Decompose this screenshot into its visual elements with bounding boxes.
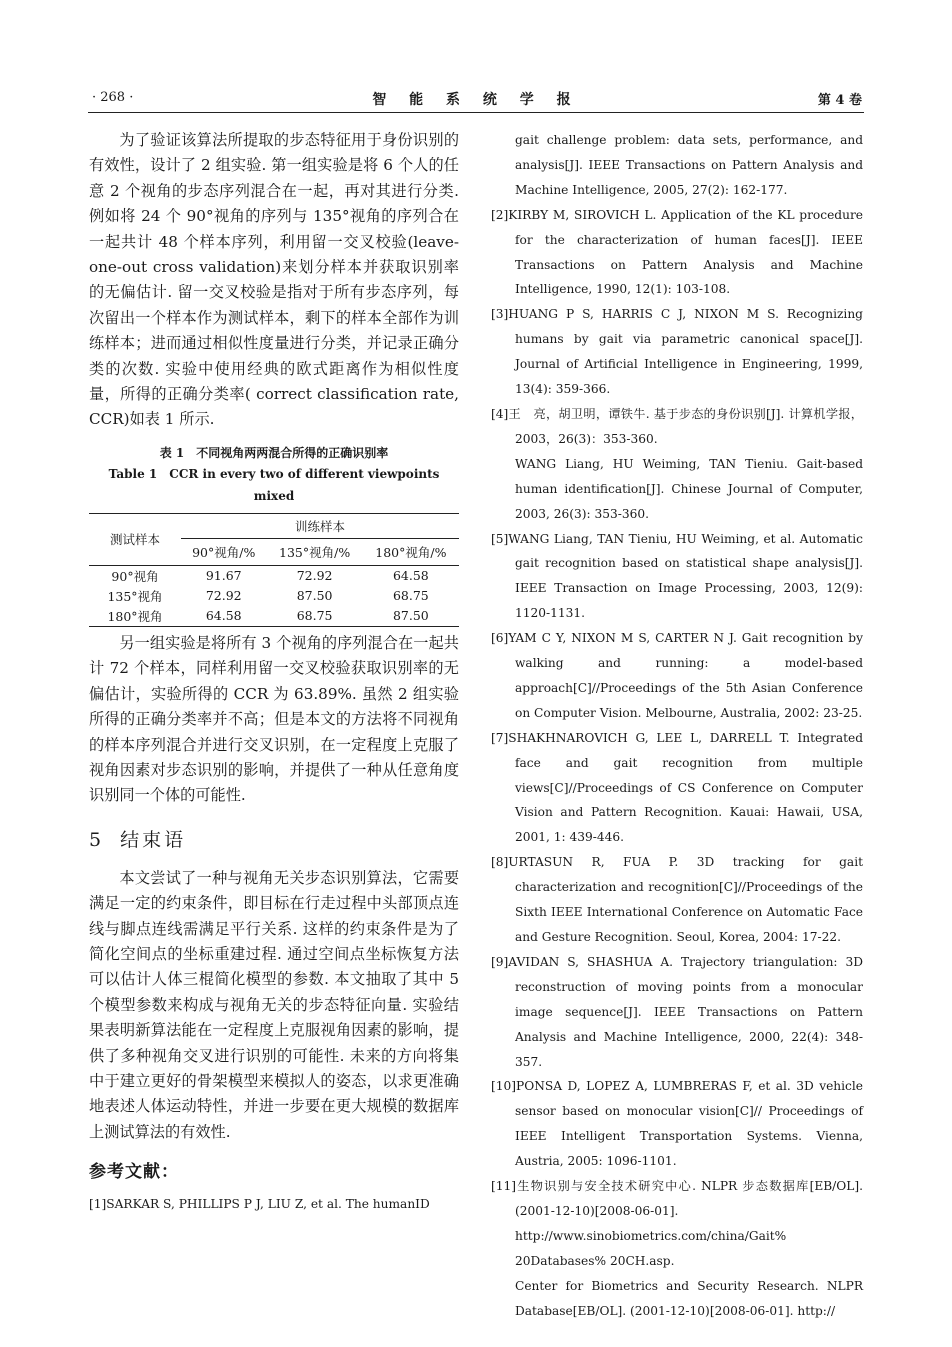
row-label: 90°视角 xyxy=(111,568,159,584)
ccr-table xyxy=(89,513,459,627)
table-cell: 72.92 xyxy=(296,568,333,584)
table-cell: 64.58 xyxy=(392,568,429,584)
reference-continuation: gait challenge problem: data sets, performance, and analysis[J]. IEEE Transactions on Pattern Analysis and Machine Intelligence, 2005, 27(2): 162-177. xyxy=(515,133,863,197)
reference-item: [1]SARKAR S, PHILLIPS P J, LIU Z, et al. The humanID xyxy=(89,1197,430,1212)
left-column xyxy=(89,128,459,1217)
table-row xyxy=(89,586,459,606)
table-col-header: 180°视角/% xyxy=(363,538,459,565)
table-cell: 68.75 xyxy=(266,606,362,627)
reference-item: [7]SHAKHNAROVICH G, LEE L, DARRELL T. Integrated face and gait recognition from multiple views[C]//Proceedings of CS Conference on Computer Vision and Pattern Recognition. Kauai: Hawaii, USA, 2001, 1: 439-446. xyxy=(491,730,863,845)
reference-item: [2]KIRBY M, SIROVICH L. Application of the KL procedure for the characterization of human faces[J]. IEEE Transactions on Pattern Analysis and Machine Intelligence, 1990, 12(1): 103-108. xyxy=(491,207,863,297)
table-group-header: 训练样本 xyxy=(181,513,459,538)
reference-item: [8]URTASUN R, FUA P. 3D tracking for gait characterization and recognition[C]//Proceedings of the Sixth IEEE International Conference on Automatic Face and Gesture Recognition. Seoul, Korea, 2004: 17-22. xyxy=(491,855,863,944)
table-cell: 68.75 xyxy=(392,588,429,604)
reference-item: [10]PONSA D, LOPEZ A, LUMBRERAS F, et al. 3D vehicle sensor based on monocular vision[C]// Proceedings of IEEE Intelligent Transportation Systems. Vienna, Austria, 2005: 1096-1101. xyxy=(491,1079,863,1169)
reference-item: [4]王 亮，胡卫明，谭铁牛. 基于步态的身份识别[J]. 计算机学报，2003，26(3)：353-360. xyxy=(491,406,863,446)
right-column xyxy=(491,128,863,1324)
row-label: 180°视角 xyxy=(89,606,181,627)
reference-translation: Center for Biometrics and Security Research. NLPR Database[EB/OL]. (2001-12-10)[2008-06-01]. http:// xyxy=(515,1278,863,1318)
section-title: 结束语 xyxy=(120,828,187,851)
running-header xyxy=(88,86,864,113)
journal-title: 智 能 系 统 学 报 xyxy=(372,92,580,108)
reference-translation: WANG Liang, HU Weiming, TAN Tieniu. Gait-based human identification[J]. Chinese Journal of Computer, 2003, 26(3): 353-360. xyxy=(515,456,863,521)
table-row xyxy=(89,606,459,627)
page-number: · 268 · xyxy=(92,90,134,105)
table-caption-cn: 表 1 不同视角两两混合所得的正确识别率 xyxy=(159,445,389,460)
row-label: 135°视角 xyxy=(107,588,163,604)
reference-item: [9]AVIDAN S, SHASHUA A. Trajectory triangulation: 3D reconstruction of moving points from a monocular image sequence[J]. IEEE Transactions on Pattern Analysis and Machine Intelligence, 2000, 22(4): 348-357. xyxy=(491,954,863,1069)
reference-item: [6]YAM C Y, NIXON M S, CARTER N J. Gait recognition by walking and running: a model-based approach[C]//Proceedings of the 5th Asian Conference on Computer Vision. Melbourne, Australia, 2002: 23-25. xyxy=(491,631,863,720)
experiment-paragraph: 为了验证该算法所提取的步态特征用于身份识别的有效性，设计了 2 组实验. 第一组实验是将 6 个人的任意 2 个视角的步态序列混合在一起，再对其进行分类. 例如将 24 个 90°视角的序列与 135°视角的序列合在一起共计 48 个样本序列，利用留一交叉校验(leave-one-out cross validation)来划分样本并获取识别率的无偏估计. 留一交叉校验是指对于所有步态序列，每次留出一个样本作为测试样本，剩下的样本全部作为训练样本；进而通过相似性度量进行分类，并记录正确分类的次数. 实验中使用经典的欧式距离作为相似性度量，所得的正确分类率( correct classification rate, CCR)如表 1 所示. xyxy=(89,131,459,429)
table-cell: 64.58 xyxy=(181,606,266,627)
reference-item: [5]WANG Liang, TAN Tieniu, HU Weiming, et al. Automatic gait recognition based on statistical shape analysis[J]. IEEE Transaction on Image Processing, 2003, 12(9): 1120-1131. xyxy=(491,531,863,621)
section-heading xyxy=(89,825,459,852)
conclusion-paragraph: 本文尝试了一种与视角无关步态识别算法，它需要满足一定的约束条件，即目标在行走过程中头部顶点连线与脚点连线需满足平行关系. 这样的约束条件是为了简化空间点的坐标重建过程. 通过空间点坐标恢复方法可以估计人体三棍简化模型的参数. 本文抽取了其中 5 个模型参数来构成与视角无关的步态特征向量. 实验结果表明新算法能在一定程度上克服视角因素的影响，提供了多种视角交叉进行识别的可能性. 未来的方向将集中于建立更好的骨架模型来模拟人的姿态，以求更准确地表述人体运动特性，并进一步要在更大规模的数据库上测试算法的有效性. xyxy=(89,868,459,1141)
table-cell: 91.67 xyxy=(205,568,242,584)
table-row-header: 测试样本 xyxy=(89,513,181,565)
table-caption-en: Table 1 CCR in every two of different viewpoints mixed xyxy=(108,466,440,503)
table-cell: 87.50 xyxy=(363,606,459,627)
volume-label: 第 4 卷 xyxy=(817,93,862,108)
table-row xyxy=(89,565,459,586)
table-col-header: 90°视角/% xyxy=(181,538,266,565)
table-cell: 87.50 xyxy=(296,588,333,604)
section-number: 5 xyxy=(89,828,105,851)
table-col-header: 135°视角/% xyxy=(266,538,362,565)
references-heading: 参考文献： xyxy=(89,1162,179,1183)
reference-item: [3]HUANG P S, HARRIS C J, NIXON M S. Recognizing humans by gait via parametric canonical space[J]. Journal of Artificial Intelligence in Engineering, 1999, 13(4): 359-366. xyxy=(491,307,863,397)
mixed-views-paragraph: 另一组实验是将所有 3 个视角的序列混合在一起共计 72 个样本，同样利用留一交叉校验获取识别率的无偏估计，实验所得的 CCR 为 63.89%. 虽然 2 组实验所得的正确分类率并不高；但是本文的方法将不同视角的样本序列混合并进行交叉识别，在一定程度上克服了视角因素对步态识别的影响，并提供了一种从任意角度识别同一个体的可能性. xyxy=(89,633,459,805)
reference-item: [11]生物识别与安全技术研究中心. NLPR 步态数据库[EB/OL]. (2001-12-10)[2008-06-01]. http://www.sinobiometrics.com/china/Gait% 20Databases% 20CH.asp. xyxy=(491,1179,863,1268)
table-cell: 72.92 xyxy=(205,588,242,604)
